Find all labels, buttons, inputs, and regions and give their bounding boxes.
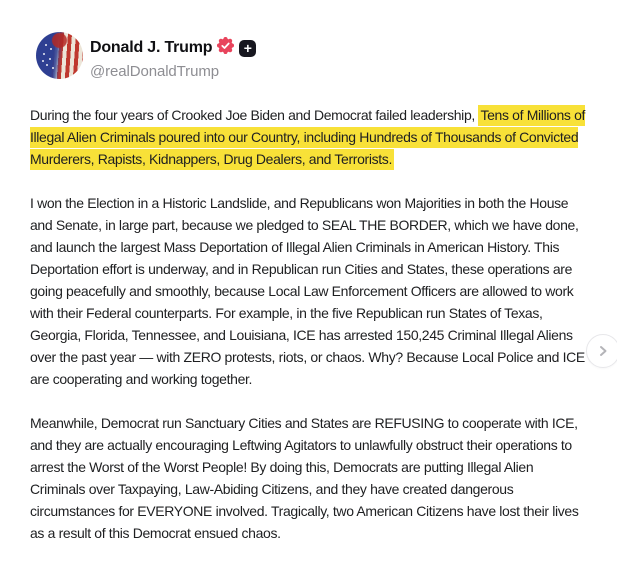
next-button[interactable] bbox=[586, 334, 617, 368]
highlighted-text: Tens of Millions of Illegal Alien Criminals poured into our Country, including Hundreds of Thousands of Convicted Murderers, Rapists, Kidnappers, Drug Dealers, and Terrorists. bbox=[30, 105, 585, 170]
post-body bbox=[30, 104, 589, 544]
author-name-row bbox=[90, 37, 256, 59]
post-paragraph bbox=[30, 104, 589, 170]
post-paragraph bbox=[30, 412, 589, 544]
truth-plus-badge-icon: + bbox=[239, 40, 256, 57]
avatar[interactable] bbox=[36, 32, 83, 79]
text-segment: I won the Election in a Historic Landslide, and Republicans won Majorities in both the House and Senate, in large part, because we pledged to SEAL THE BORDER, which we have done, and launch the largest Mass Deportation of Illegal Alien Criminals in American History. This Deportation effort is underway, and in Republican run Cities and States, these operations are going peacefully and smoothly, because Local Law Enforcement Officers are allowed to work with their Federal counterparts. For example, in the five Republican run States of Texas, Georgia, Florida, Tennessee, and Louisiana, ICE has arrested 150,245 Criminal Illegal Aliens over the past year — with ZERO protests, riots, or chaos. Why? Because Local Police and ICE are cooperating and working together. bbox=[30, 195, 585, 387]
chevron-right-icon bbox=[596, 344, 610, 358]
author-block bbox=[90, 37, 256, 80]
text-segment: During the four years of Crooked Joe Biden and Democrat failed leadership, bbox=[30, 107, 479, 123]
author-name[interactable]: Donald J. Trump bbox=[90, 39, 213, 56]
verified-badge-icon bbox=[217, 37, 234, 59]
post-paragraph bbox=[30, 192, 589, 390]
text-segment: Meanwhile, Democrat run Sanctuary Cities and States are REFUSING to cooperate with ICE, and they are actually encouraging Leftwing Agitators to unlawfully obstruct their operations to arrest the Worst of the Worst People! By doing this, Democrats are putting Illegal Alien Criminals over Taxpaying, Law-Abiding Citizens, and they have created dangerous circumstances for EVERYONE involved. Tragically, two American Citizens have lost their lives as a result of this Democrat ensued chaos. bbox=[30, 415, 579, 541]
author-handle[interactable]: @realDonaldTrump bbox=[90, 63, 219, 80]
